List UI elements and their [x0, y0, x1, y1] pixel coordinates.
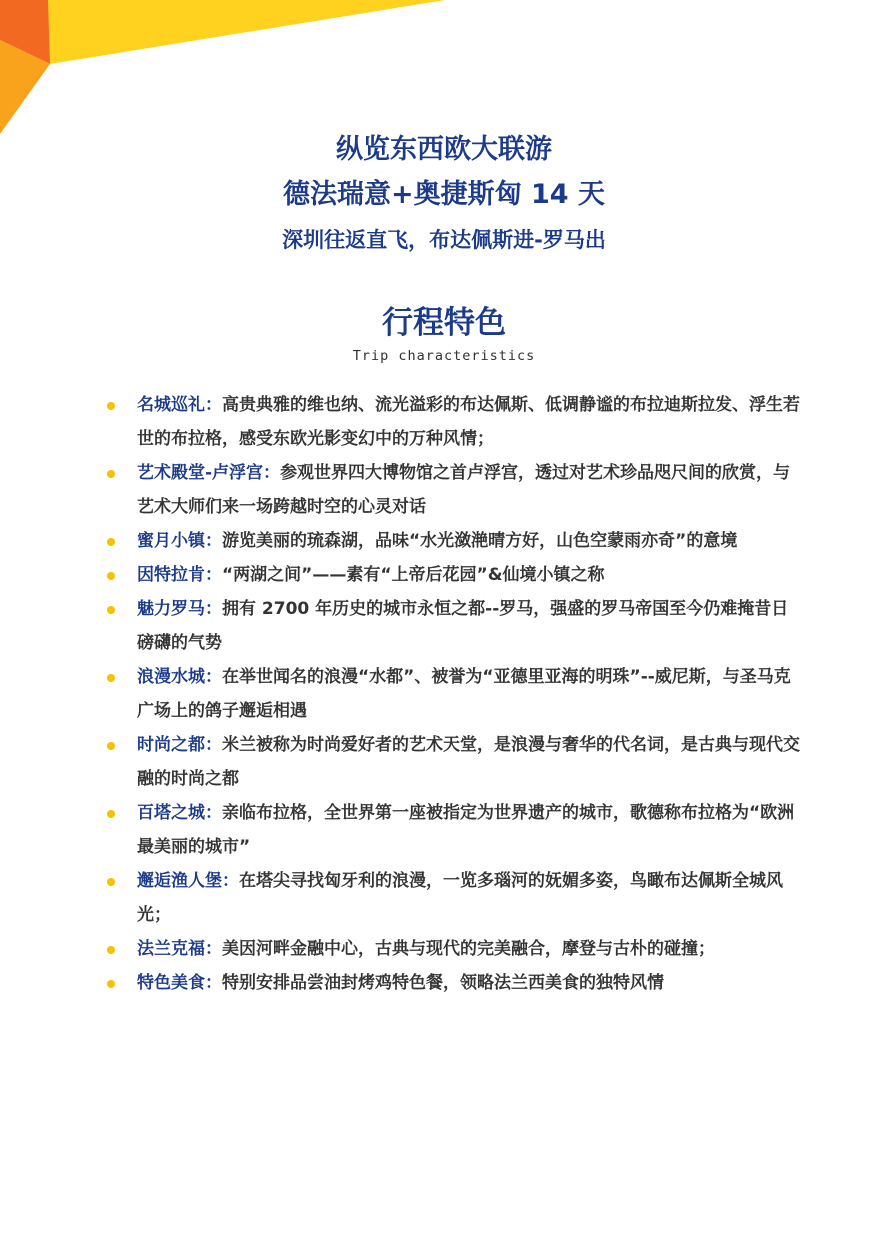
bullet-icon — [107, 980, 115, 988]
feature-text: 参观世界四大博物馆之首卢浮宫，透过对艺术珍品咫尺间的欣赏，与艺术大师们来一场跨越时空的心灵对话 — [137, 463, 791, 517]
feature-item — [0, 592, 888, 660]
feature-list — [0, 388, 888, 1000]
feature-name: 浪漫水城： — [137, 667, 222, 687]
feature-item — [0, 558, 888, 592]
feature-text: 在举世闻名的浪漫“水都”、被誉为“亚德里亚海的明珠”--威尼斯，与圣马克广场上的鸽子邂逅相遇 — [137, 667, 791, 721]
feature-text: 游览美丽的琉森湖，品味“水光潋滟晴方好，山色空蒙雨亦奇”的意境 — [222, 531, 738, 551]
bullet-icon — [107, 674, 115, 682]
feature-text: 拥有 2700 年历史的城市永恒之都--罗马，强盛的罗马帝国至今仍难掩昔日磅礴的气势 — [137, 599, 789, 653]
bullet-icon — [107, 606, 115, 614]
bullet-icon — [107, 470, 115, 478]
bullet-icon — [107, 946, 115, 954]
bullet-icon — [107, 572, 115, 580]
feature-text: 亲临布拉格，全世界第一座被指定为世界遗产的城市，歌德称布拉格为“欧洲最美丽的城市” — [137, 803, 795, 857]
feature-item — [0, 660, 888, 728]
feature-name: 特色美食： — [137, 973, 222, 993]
feature-text: 特别安排品尝油封烤鸡特色餐，领略法兰西美食的独特风情 — [222, 973, 664, 993]
feature-item — [0, 388, 888, 456]
feature-text: 在塔尖寻找匈牙利的浪漫，一览多瑙河的妩媚多姿，鸟瞰布达佩斯全城风光； — [137, 871, 783, 925]
bullet-icon — [107, 810, 115, 818]
bullet-icon — [107, 742, 115, 750]
route-summary: 深圳往返直飞，布达佩斯进-罗马出 — [282, 228, 606, 252]
feature-name: 名城巡礼： — [137, 395, 222, 415]
feature-name: 魅力罗马： — [137, 599, 222, 619]
section-subtitle: Trip characteristics — [352, 348, 536, 364]
bullet-icon — [107, 402, 115, 410]
section-title: 行程特色 — [382, 305, 506, 341]
corner-decoration — [0, 0, 460, 140]
feature-item — [0, 966, 888, 1000]
feature-name: 百塔之城： — [137, 803, 222, 823]
feature-text: 高贵典雅的维也纳、流光溢彩的布达佩斯、低调静谧的布拉迪斯拉发、浮生若世的布拉格，感受东欧光影变幻中的万种风情； — [137, 395, 800, 449]
bullet-icon — [107, 878, 115, 886]
feature-text: 米兰被称为时尚爱好者的艺术天堂，是浪漫与奢华的代名词，是古典与现代交融的时尚之都 — [137, 735, 800, 789]
feature-item — [0, 524, 888, 558]
feature-name: 因特拉肯： — [137, 565, 222, 585]
itinerary-header — [0, 128, 888, 260]
feature-name: 艺术殿堂-卢浮宫： — [137, 463, 281, 483]
feature-text: “两湖之间”——素有“上帝后花园”&仙境小镇之称 — [222, 565, 605, 585]
feature-name: 时尚之都： — [137, 735, 222, 755]
feature-item — [0, 796, 888, 864]
bullet-icon — [107, 538, 115, 546]
page-title: 纵览东西欧大联游 — [336, 134, 552, 165]
feature-item — [0, 932, 888, 966]
feature-item — [0, 728, 888, 796]
page-subtitle: 德法瑞意+奥捷斯匈 14 天 — [283, 179, 605, 210]
feature-name: 邂逅渔人堡： — [137, 871, 239, 891]
feature-text: 美因河畔金融中心，古典与现代的完美融合，摩登与古朴的碰撞； — [222, 939, 715, 959]
feature-name: 法兰克福： — [137, 939, 222, 959]
feature-name: 蜜月小镇： — [137, 531, 222, 551]
feature-item — [0, 864, 888, 932]
feature-item — [0, 456, 888, 524]
